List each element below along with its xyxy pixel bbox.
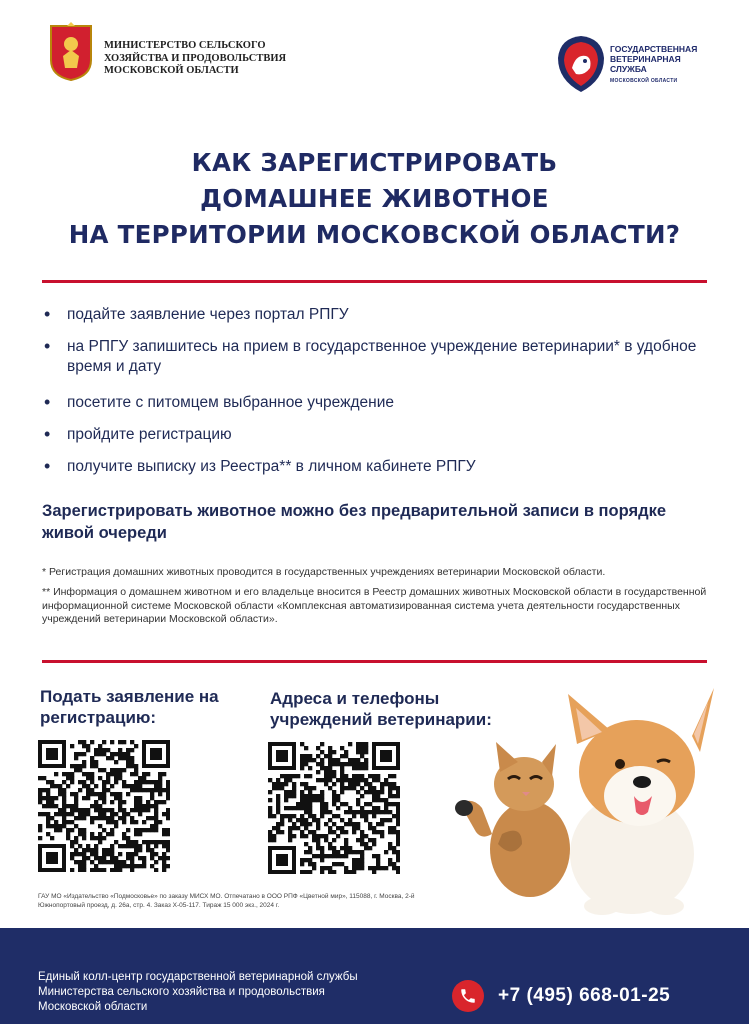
step-text: на РПГУ запишитесь на прием в государственное учреждение ветеринарии* в удобное время и дату [67,338,697,375]
qr-pattern [38,740,170,872]
vet-name-line: ГОСУДАРСТВЕННАЯ [610,44,698,54]
divider [42,280,707,283]
phone-icon [452,980,484,1012]
bullet: • [44,304,51,324]
callcenter-line: Министерства сельского хозяйства и продовольствия [38,986,325,998]
vet-name-line: ВЕТЕРИНАРНАЯ [610,54,681,64]
ministry-name-line: ХОЗЯЙСТВА И ПРОДОВОЛЬСТВИЯ [104,52,287,64]
step-text: получите выписку из Реестра** в личном кабинете РПГУ [67,458,476,475]
step-text: пройдите регистрацию [67,426,232,443]
bullet: • [44,456,51,476]
registration-steps-list [42,305,722,489]
vet-service-name [610,44,720,86]
callcenter-line: Единый колл-центр государственной ветеринарной службы [38,971,358,983]
ministry-name [104,40,314,78]
addresses-qr-heading: Адреса и телефоны учреждений ветеринарии: [270,689,492,729]
qr-pattern [268,742,400,874]
step-item [42,457,722,477]
callcenter-text [38,970,418,1015]
step-item [42,305,722,325]
vet-service-logo-icon [556,34,606,94]
title-line: ДОМАШНЕЕ ЖИВОТНОЕ [200,184,549,213]
bullet: • [44,336,51,356]
step-item [42,393,722,413]
title-line: КАК ЗАРЕГИСТРИРОВАТЬ [191,148,558,177]
step-item [42,337,722,377]
step-text: подайте заявление через портал РПГУ [67,306,349,323]
addresses-qr-code[interactable] [268,742,400,874]
vet-name-subtitle: МОСКОВСКОЙ ОБЛАСТИ [610,78,678,84]
page-title [20,145,729,253]
step-item [42,425,722,445]
walkin-note: Зарегистрировать животное можно без предварительной записи в порядке живой очереди [42,502,667,542]
callcenter-phone[interactable]: +7 (495) 668-01-25 [498,985,671,1006]
step-text: посетите с питомцем выбранное учреждение [67,394,394,411]
bullet: • [44,392,51,412]
vet-name-line: СЛУЖБА [610,64,647,74]
bullet: • [44,424,51,444]
ministry-name-line: МИНИСТЕРСТВО СЕЛЬСКОГО [104,40,266,51]
ministry-name-line: МОСКОВСКОЙ ОБЛАСТИ [104,65,239,76]
footnote: ** Информация о домашнем животном и его владельце вносится в Реестр домашних животных Московской области в государственной информационной системе Московской области «Комплексная автоматизированная система учета деятельности государственных учреждений ветеринарии Московской области». [42,586,707,625]
callcenter-line: Московской области [38,1001,148,1013]
kitten-and-puppy-image [452,684,722,916]
apply-qr-code[interactable] [38,740,170,872]
print-imprint: ГАУ МО «Издательство «Подмосковье» по заказу МИСХ МО. Отпечатано в ООО РПФ «Цветной мир», 115088, г. Москва, 2-й Южнопортовый проезд, д. 26а, стр. 4. Заказ Х-05-117. Тираж 15 000 экз., 2024 г. [38,893,415,909]
apply-qr-heading: Подать заявление на регистрацию: [40,687,219,727]
title-line: НА ТЕРРИТОРИИ МОСКОВСКОЙ ОБЛАСТИ? [68,220,681,249]
moscow-region-coat-of-arms-icon [47,22,95,82]
divider [42,660,707,663]
footnote: * Регистрация домашних животных проводится в государственных учреждениях ветеринарии Московской области. [42,566,606,578]
